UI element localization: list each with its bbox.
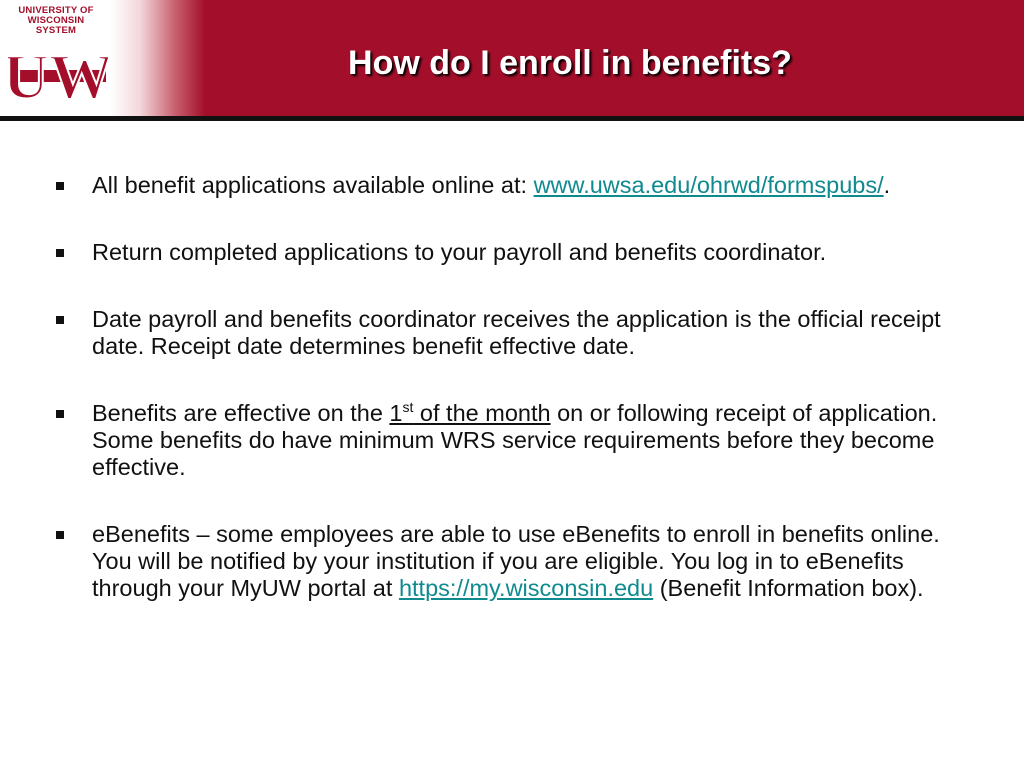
bullet-text: Benefits are effective on the <box>92 400 390 426</box>
bullet-item-ebenefits <box>52 521 972 602</box>
bullet-square-icon <box>56 531 64 539</box>
uw-logo-mark-icon <box>8 36 108 112</box>
uw-system-logo <box>8 5 108 112</box>
logo-text-line1: UNIVERSITY OF <box>18 5 94 16</box>
bullet-square-icon <box>56 410 64 418</box>
ordinal-suffix: st <box>402 399 414 416</box>
myuw-portal-link[interactable]: https://my.wisconsin.edu <box>398 575 654 601</box>
bullet-item-receipt-date <box>52 306 972 360</box>
logo-letters: UW <box>8 41 108 112</box>
bullet-text: All benefit applications available online at: <box>92 172 534 198</box>
bullet-item-online-applications <box>52 172 972 199</box>
bullet-text: (Benefit Information box). <box>653 575 924 601</box>
bullet-square-icon <box>56 249 64 257</box>
bullet-square-icon <box>56 316 64 324</box>
bullet-list <box>52 172 972 642</box>
of-the-month-text: of the month <box>413 400 551 426</box>
bullet-square-icon <box>56 182 64 190</box>
bullet-text: Return completed applications to your payroll and benefits coordinator. <box>92 239 827 265</box>
ordinal-number: 1 <box>389 400 403 426</box>
logo-text-line2: WISCONSIN SYSTEM <box>27 15 85 36</box>
bullet-text: Date payroll and benefits coordinator receives the application is the official receipt date. Receipt date determines benefit effective date. <box>92 306 941 359</box>
bullet-text: . <box>883 172 891 198</box>
first-of-month-underlined <box>389 400 550 426</box>
slide-title: How do I enroll in benefits? <box>348 44 792 82</box>
header-divider <box>0 116 1024 121</box>
bullet-text: on or following receipt of application. Some benefits do have minimum WRS service requirements before they become effective. <box>92 400 938 480</box>
bullet-item-return-applications <box>52 239 972 266</box>
bullet-text: eBenefits – some employees are able to use eBenefits to enroll in benefits online. You will be notified by your institution if you are eligible. You log in to eBenefits through your MyUW portal at <box>92 521 940 601</box>
formspubs-link[interactable]: www.uwsa.edu/ohrwd/formspubs/ <box>533 172 884 198</box>
bullet-item-effective-date <box>52 400 972 481</box>
